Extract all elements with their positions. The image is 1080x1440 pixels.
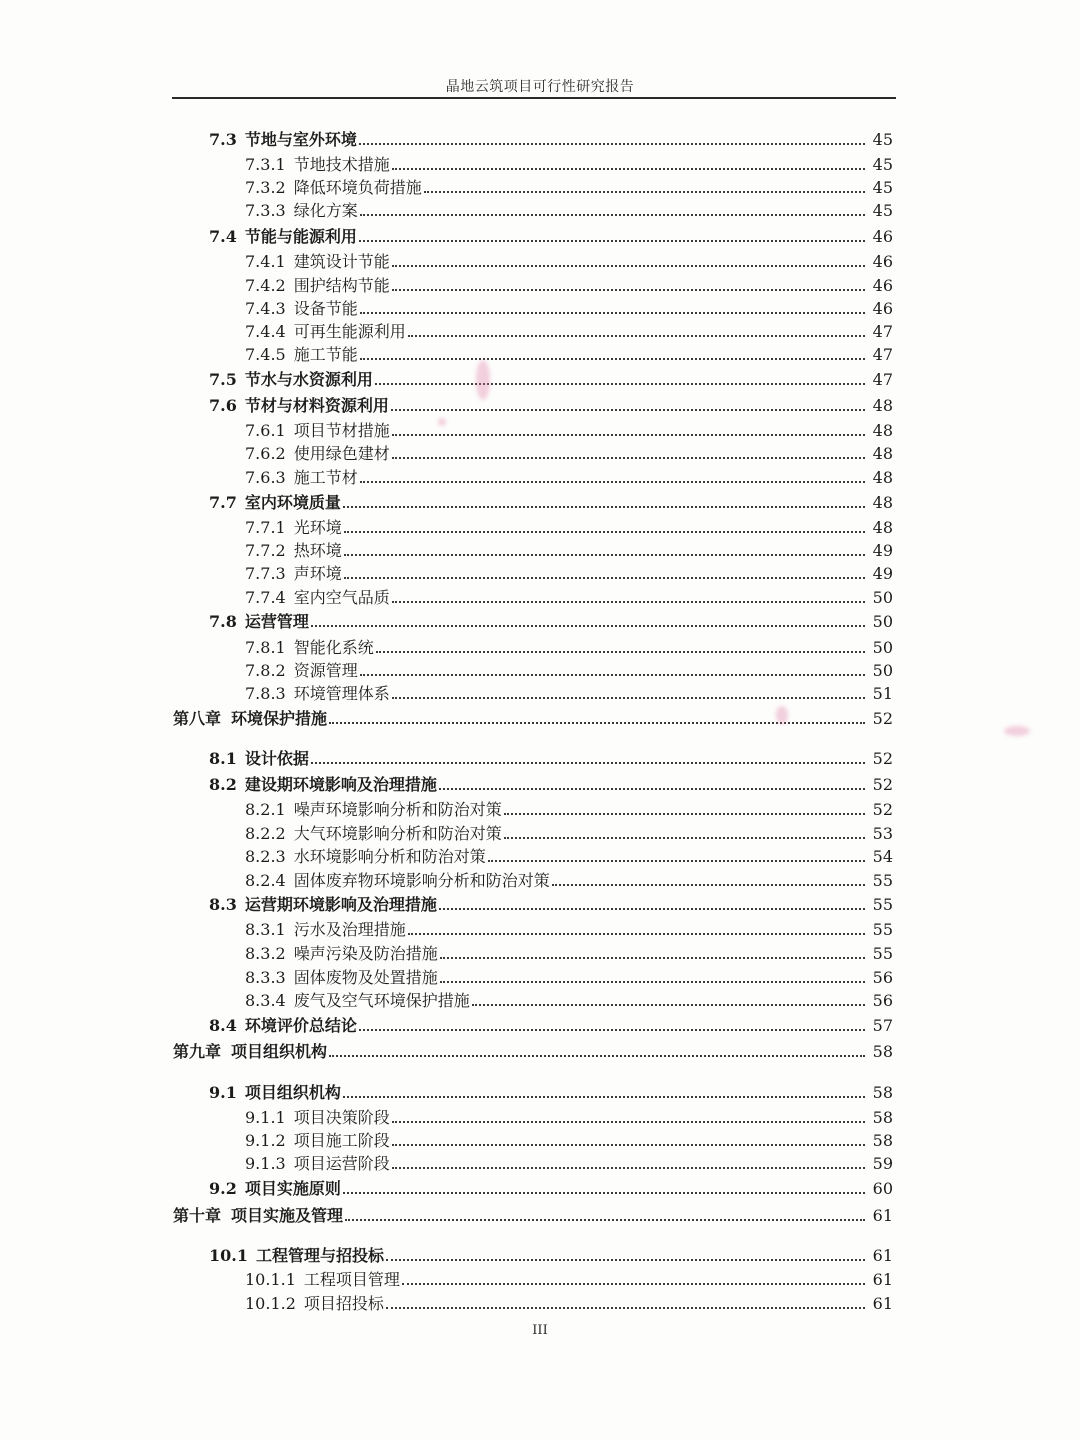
toc-dot-leader bbox=[386, 1259, 865, 1261]
toc-entry-page: 55 bbox=[872, 920, 893, 939]
toc-entry[interactable] bbox=[209, 773, 893, 795]
toc-entry-number: 8.2.1 bbox=[245, 800, 286, 819]
toc-entry-label: 项目招投标 bbox=[303, 1294, 384, 1313]
toc-entry-label: 项目组织机构 bbox=[231, 1042, 328, 1061]
toc-dot-leader bbox=[359, 143, 865, 145]
toc-entry-label: 项目实施原则 bbox=[244, 1179, 341, 1198]
toc-entry-page: 46 bbox=[872, 252, 893, 271]
toc-entry-label: 项目决策阶段 bbox=[293, 1108, 390, 1127]
toc-entry[interactable] bbox=[245, 989, 893, 1011]
toc-entry-page: 56 bbox=[872, 968, 893, 987]
toc-dot-leader bbox=[343, 1192, 865, 1194]
toc-entry-number: 9.1.1 bbox=[245, 1108, 286, 1127]
toc-entry-label: 室内环境质量 bbox=[244, 493, 341, 512]
toc-dot-leader bbox=[504, 813, 865, 815]
toc-entry-page: 58 bbox=[872, 1108, 893, 1127]
toc-entry[interactable] bbox=[245, 798, 893, 820]
toc-dot-leader bbox=[392, 434, 865, 436]
toc-entry-page: 52 bbox=[872, 800, 893, 819]
toc-entry-label: 施工节材 bbox=[293, 468, 358, 487]
toc-entry-number: 7.7.4 bbox=[245, 588, 286, 607]
toc-entry[interactable] bbox=[245, 153, 893, 175]
toc-entry-number: 7.7 bbox=[209, 493, 237, 512]
toc-dot-leader bbox=[344, 531, 865, 533]
toc-dot-leader bbox=[344, 577, 865, 579]
toc-entry-label: 室内空气品质 bbox=[293, 588, 390, 607]
toc-dot-leader bbox=[360, 674, 865, 676]
toc-entry-label: 建设期环境影响及治理措施 bbox=[244, 775, 437, 794]
toc-entry[interactable] bbox=[209, 491, 893, 513]
toc-entry-number: 8.3 bbox=[209, 895, 237, 914]
toc-entry-label: 施工节能 bbox=[293, 345, 358, 364]
toc-entry-label: 节材与材料资源利用 bbox=[244, 396, 389, 415]
toc-entry-number: 7.4.4 bbox=[245, 322, 286, 341]
toc-entry-page: 56 bbox=[872, 991, 893, 1010]
toc-entry[interactable] bbox=[209, 747, 893, 769]
toc-entry[interactable] bbox=[209, 1177, 893, 1199]
toc-entry-number: 10.1.1 bbox=[245, 1270, 296, 1289]
toc-entry-number: 7.8.2 bbox=[245, 661, 286, 680]
toc-entry[interactable] bbox=[245, 942, 893, 964]
toc-entry[interactable] bbox=[209, 610, 893, 632]
toc-dot-leader bbox=[345, 1219, 865, 1221]
toc-entry-number: 8.3.4 bbox=[245, 991, 286, 1010]
toc-entry-label: 节能与能源利用 bbox=[244, 227, 357, 246]
toc-dot-leader bbox=[552, 884, 865, 886]
toc-entry[interactable] bbox=[245, 1268, 893, 1290]
toc-entry-page: 45 bbox=[872, 201, 893, 220]
toc-dot-leader bbox=[392, 289, 865, 291]
toc-entry[interactable] bbox=[245, 516, 893, 538]
toc-dot-leader bbox=[392, 457, 865, 459]
toc-dot-leader bbox=[440, 981, 865, 983]
toc-dot-leader bbox=[472, 1004, 865, 1006]
stain-mark bbox=[476, 360, 490, 400]
toc-entry-number: 7.8 bbox=[209, 612, 237, 631]
toc-entry[interactable] bbox=[245, 419, 893, 441]
toc-entry-label: 热环境 bbox=[293, 541, 342, 560]
toc-entry-label: 大气环境影响分析和防治对策 bbox=[293, 824, 502, 843]
toc-entry-page: 50 bbox=[872, 638, 893, 657]
toc-dot-leader bbox=[440, 957, 865, 959]
toc-entry-page: 45 bbox=[872, 130, 893, 149]
toc-dot-leader bbox=[439, 788, 865, 790]
toc-entry[interactable] bbox=[209, 893, 893, 915]
toc-entry-label: 固体废弃物环境影响分析和防治对策 bbox=[293, 871, 550, 890]
toc-dot-leader bbox=[360, 358, 865, 360]
toc-entry-label: 水环境影响分析和防治对策 bbox=[293, 847, 486, 866]
toc-entry-page: 61 bbox=[872, 1294, 893, 1313]
toc-entry-label: 运营管理 bbox=[244, 612, 309, 631]
toc-entry-page: 52 bbox=[872, 749, 893, 768]
toc-entry-label: 智能化系统 bbox=[293, 638, 374, 657]
toc-entry-number: 7.4 bbox=[209, 227, 237, 246]
toc-entry[interactable] bbox=[245, 918, 893, 940]
toc-entry[interactable] bbox=[245, 297, 893, 319]
toc-entry-number: 7.7.3 bbox=[245, 564, 286, 583]
toc-entry[interactable] bbox=[209, 1014, 893, 1036]
toc-entry[interactable] bbox=[245, 320, 893, 342]
toc-entry-number: 第九章 bbox=[173, 1042, 222, 1061]
toc-entry-page: 51 bbox=[872, 684, 893, 703]
toc-entry-page: 45 bbox=[872, 178, 893, 197]
toc-dot-leader bbox=[311, 762, 865, 764]
toc-entry-number: 7.6 bbox=[209, 396, 237, 415]
toc-entry-number: 9.1.2 bbox=[245, 1131, 286, 1150]
toc-entry[interactable] bbox=[245, 845, 893, 867]
toc-entry-label: 节地与室外环境 bbox=[244, 130, 357, 149]
toc-entry-label: 降低环境负荷措施 bbox=[293, 178, 422, 197]
toc-entry-number: 9.1 bbox=[209, 1083, 237, 1102]
toc-entry-page: 57 bbox=[872, 1016, 893, 1035]
toc-entry-number: 8.3.1 bbox=[245, 920, 286, 939]
toc-entry-page: 46 bbox=[872, 299, 893, 318]
toc-entry-label: 设备节能 bbox=[293, 299, 358, 318]
toc-dot-leader bbox=[392, 168, 865, 170]
toc-entry-page: 46 bbox=[872, 276, 893, 295]
toc-dot-leader bbox=[360, 312, 865, 314]
footer-page-number: III bbox=[532, 1323, 548, 1338]
toc-entry[interactable] bbox=[209, 225, 893, 247]
toc-entry-page: 58 bbox=[872, 1083, 893, 1102]
toc-entry[interactable] bbox=[245, 199, 893, 221]
toc-entry-page: 58 bbox=[872, 1042, 893, 1061]
toc-entry[interactable] bbox=[209, 1244, 893, 1266]
toc-dot-leader bbox=[386, 1307, 865, 1309]
toc-dot-leader bbox=[375, 383, 865, 385]
toc-entry-label: 运营期环境影响及治理措施 bbox=[244, 895, 437, 914]
toc-entry-number: 7.8.3 bbox=[245, 684, 286, 703]
toc-dot-leader bbox=[392, 1167, 865, 1169]
toc-entry-number: 7.3.1 bbox=[245, 155, 286, 174]
toc-dot-leader bbox=[392, 1121, 865, 1123]
toc-dot-leader bbox=[344, 554, 865, 556]
toc-entry-number: 7.4.2 bbox=[245, 276, 286, 295]
toc-dot-leader bbox=[392, 697, 865, 699]
toc-entry-number: 8.3.2 bbox=[245, 944, 286, 963]
toc-entry[interactable] bbox=[245, 176, 893, 198]
toc-entry-page: 48 bbox=[872, 396, 893, 415]
toc-entry[interactable] bbox=[245, 1129, 893, 1151]
toc-entry-page: 59 bbox=[872, 1154, 893, 1173]
toc-dot-leader bbox=[392, 601, 865, 603]
toc-dot-leader bbox=[392, 1144, 865, 1146]
toc-entry-label: 环境保护措施 bbox=[231, 709, 328, 728]
toc-entry-page: 48 bbox=[872, 421, 893, 440]
toc-entry[interactable] bbox=[245, 466, 893, 488]
toc-entry-page: 55 bbox=[872, 944, 893, 963]
toc-entry-label: 建筑设计节能 bbox=[293, 252, 390, 271]
stain-mark bbox=[438, 418, 446, 426]
toc-entry-label: 工程项目管理 bbox=[303, 1270, 400, 1289]
toc-entry[interactable] bbox=[245, 869, 893, 891]
toc-entry-label: 项目运营阶段 bbox=[293, 1154, 390, 1173]
toc-entry-label: 节水与水资源利用 bbox=[244, 370, 373, 389]
stain-mark bbox=[776, 706, 788, 724]
toc-entry-page: 52 bbox=[872, 709, 893, 728]
toc-entry-page: 53 bbox=[872, 824, 893, 843]
toc-entry[interactable] bbox=[209, 368, 893, 390]
toc-entry[interactable] bbox=[245, 343, 893, 365]
toc-entry-page: 50 bbox=[872, 588, 893, 607]
toc-entry-label: 资源管理 bbox=[293, 661, 358, 680]
toc-entry[interactable] bbox=[245, 1152, 893, 1174]
toc-entry-label: 噪声环境影响分析和防治对策 bbox=[293, 800, 502, 819]
toc-entry-page: 50 bbox=[872, 661, 893, 680]
toc-dot-leader bbox=[408, 335, 865, 337]
toc-entry-number: 7.8.1 bbox=[245, 638, 286, 657]
toc-entry-label: 绿化方案 bbox=[293, 201, 358, 220]
toc-entry-number: 7.3 bbox=[209, 130, 237, 149]
toc-entry-page: 50 bbox=[872, 612, 893, 631]
toc-entry-page: 48 bbox=[872, 444, 893, 463]
toc-chapter-entry[interactable] bbox=[173, 1040, 893, 1062]
toc-dot-leader bbox=[343, 1096, 865, 1098]
toc-entry[interactable] bbox=[245, 682, 893, 704]
toc-entry-number: 8.2.4 bbox=[245, 871, 286, 890]
toc-dot-leader bbox=[402, 1283, 865, 1285]
toc-entry[interactable] bbox=[245, 442, 893, 464]
toc-entry-page: 48 bbox=[872, 518, 893, 537]
toc-entry[interactable] bbox=[245, 586, 893, 608]
toc-entry-number: 8.2 bbox=[209, 775, 237, 794]
toc-chapter-entry[interactable] bbox=[173, 1204, 893, 1226]
toc-entry[interactable] bbox=[245, 539, 893, 561]
toc-entry[interactable] bbox=[209, 1081, 893, 1103]
toc-entry-label: 项目施工阶段 bbox=[293, 1131, 390, 1150]
toc-entry-label: 项目实施及管理 bbox=[231, 1206, 344, 1225]
toc-dot-leader bbox=[359, 1029, 865, 1031]
toc-entry-page: 45 bbox=[872, 155, 893, 174]
toc-entry-label: 使用绿色建材 bbox=[293, 444, 390, 463]
toc-entry-page: 61 bbox=[872, 1270, 893, 1289]
toc-dot-leader bbox=[488, 860, 865, 862]
toc-entry-page: 49 bbox=[872, 564, 893, 583]
toc-entry-number: 7.3.3 bbox=[245, 201, 286, 220]
toc-entry-number: 7.6.1 bbox=[245, 421, 286, 440]
toc-entry-page: 47 bbox=[872, 370, 893, 389]
toc-entry-number: 第八章 bbox=[173, 709, 222, 728]
toc-entry-page: 58 bbox=[872, 1131, 893, 1150]
toc-entry-number: 第十章 bbox=[173, 1206, 222, 1225]
toc-dot-leader bbox=[376, 651, 865, 653]
toc-dot-leader bbox=[360, 481, 865, 483]
toc-entry-number: 9.1.3 bbox=[245, 1154, 286, 1173]
toc-entry[interactable] bbox=[245, 274, 893, 296]
toc-entry-label: 污水及治理措施 bbox=[293, 920, 406, 939]
toc-entry-label: 声环境 bbox=[293, 564, 342, 583]
toc-dot-leader bbox=[424, 191, 865, 193]
toc-entry-label: 固体废物及处置措施 bbox=[293, 968, 438, 987]
report-header-title: 晶地云筑项目可行性研究报告 bbox=[445, 79, 635, 95]
toc-entry-page: 48 bbox=[872, 493, 893, 512]
toc-entry-number: 7.6.2 bbox=[245, 444, 286, 463]
toc-entry[interactable] bbox=[245, 966, 893, 988]
toc-entry-number: 7.4.1 bbox=[245, 252, 286, 271]
toc-entry-number: 8.2.3 bbox=[245, 847, 286, 866]
toc-entry-number: 7.4.3 bbox=[245, 299, 286, 318]
toc-entry-page: 60 bbox=[872, 1179, 893, 1198]
toc-entry-number: 8.4 bbox=[209, 1016, 237, 1035]
toc-entry[interactable] bbox=[245, 636, 893, 658]
toc-entry-number: 9.2 bbox=[209, 1179, 237, 1198]
toc-entry-page: 47 bbox=[872, 345, 893, 364]
toc-dot-leader bbox=[408, 933, 865, 935]
toc-entry-number: 7.7.2 bbox=[245, 541, 286, 560]
toc-dot-leader bbox=[504, 837, 865, 839]
toc-entry-label: 废气及空气环境保护措施 bbox=[293, 991, 470, 1010]
toc-entry-label: 设计依据 bbox=[244, 749, 309, 768]
toc-entry-number: 8.3.3 bbox=[245, 968, 286, 987]
toc-entry-number: 10.1.2 bbox=[245, 1294, 296, 1313]
toc-entry-number: 7.6.3 bbox=[245, 468, 286, 487]
toc-entry-label: 项目组织机构 bbox=[244, 1083, 341, 1102]
toc-entry-page: 47 bbox=[872, 322, 893, 341]
toc-dot-leader bbox=[392, 265, 865, 267]
toc-entry-number: 7.5 bbox=[209, 370, 237, 389]
toc-entry-page: 48 bbox=[872, 468, 893, 487]
toc-entry-label: 围护结构节能 bbox=[293, 276, 390, 295]
toc-dot-leader bbox=[391, 409, 865, 411]
toc-entry[interactable] bbox=[209, 394, 893, 416]
toc-entry-label: 光环境 bbox=[293, 518, 342, 537]
toc-entry[interactable] bbox=[245, 562, 893, 584]
stain-mark bbox=[1004, 726, 1030, 736]
toc-entry-page: 52 bbox=[872, 775, 893, 794]
toc-entry-label: 环境评价总结论 bbox=[244, 1016, 357, 1035]
toc-entry[interactable] bbox=[209, 128, 893, 150]
toc-entry-page: 54 bbox=[872, 847, 893, 866]
toc-entry-label: 工程管理与招投标 bbox=[255, 1246, 384, 1265]
toc-dot-leader bbox=[359, 240, 865, 242]
toc-entry[interactable] bbox=[245, 1106, 893, 1128]
toc-dot-leader bbox=[329, 1055, 865, 1057]
toc-entry-number: 7.7.1 bbox=[245, 518, 286, 537]
toc-entry[interactable] bbox=[245, 659, 893, 681]
toc-entry-number: 8.1 bbox=[209, 749, 237, 768]
toc-entry-page: 46 bbox=[872, 227, 893, 246]
toc-entry-label: 项目节材措施 bbox=[293, 421, 390, 440]
toc-entry-number: 7.3.2 bbox=[245, 178, 286, 197]
toc-dot-leader bbox=[439, 908, 865, 910]
toc-entry-label: 噪声污染及防治措施 bbox=[293, 944, 438, 963]
toc-entry[interactable] bbox=[245, 250, 893, 272]
toc-entry-number: 10.1 bbox=[209, 1246, 248, 1265]
toc-dot-leader bbox=[343, 506, 865, 508]
toc-entry-page: 61 bbox=[872, 1206, 893, 1225]
toc-entry[interactable] bbox=[245, 1292, 893, 1314]
toc-entry-label: 节地技术措施 bbox=[293, 155, 390, 174]
toc-entry-page: 61 bbox=[872, 1246, 893, 1265]
toc-entry[interactable] bbox=[245, 822, 893, 844]
toc-entry-page: 49 bbox=[872, 541, 893, 560]
toc-entry-label: 可再生能源利用 bbox=[293, 322, 406, 341]
toc-entry-label: 环境管理体系 bbox=[293, 684, 390, 703]
toc-dot-leader bbox=[360, 214, 865, 216]
toc-entry-page: 55 bbox=[872, 895, 893, 914]
toc-dot-leader bbox=[311, 625, 865, 627]
toc-entry-number: 7.4.5 bbox=[245, 345, 286, 364]
toc-entry-page: 55 bbox=[872, 871, 893, 890]
toc-entry-number: 8.2.2 bbox=[245, 824, 286, 843]
